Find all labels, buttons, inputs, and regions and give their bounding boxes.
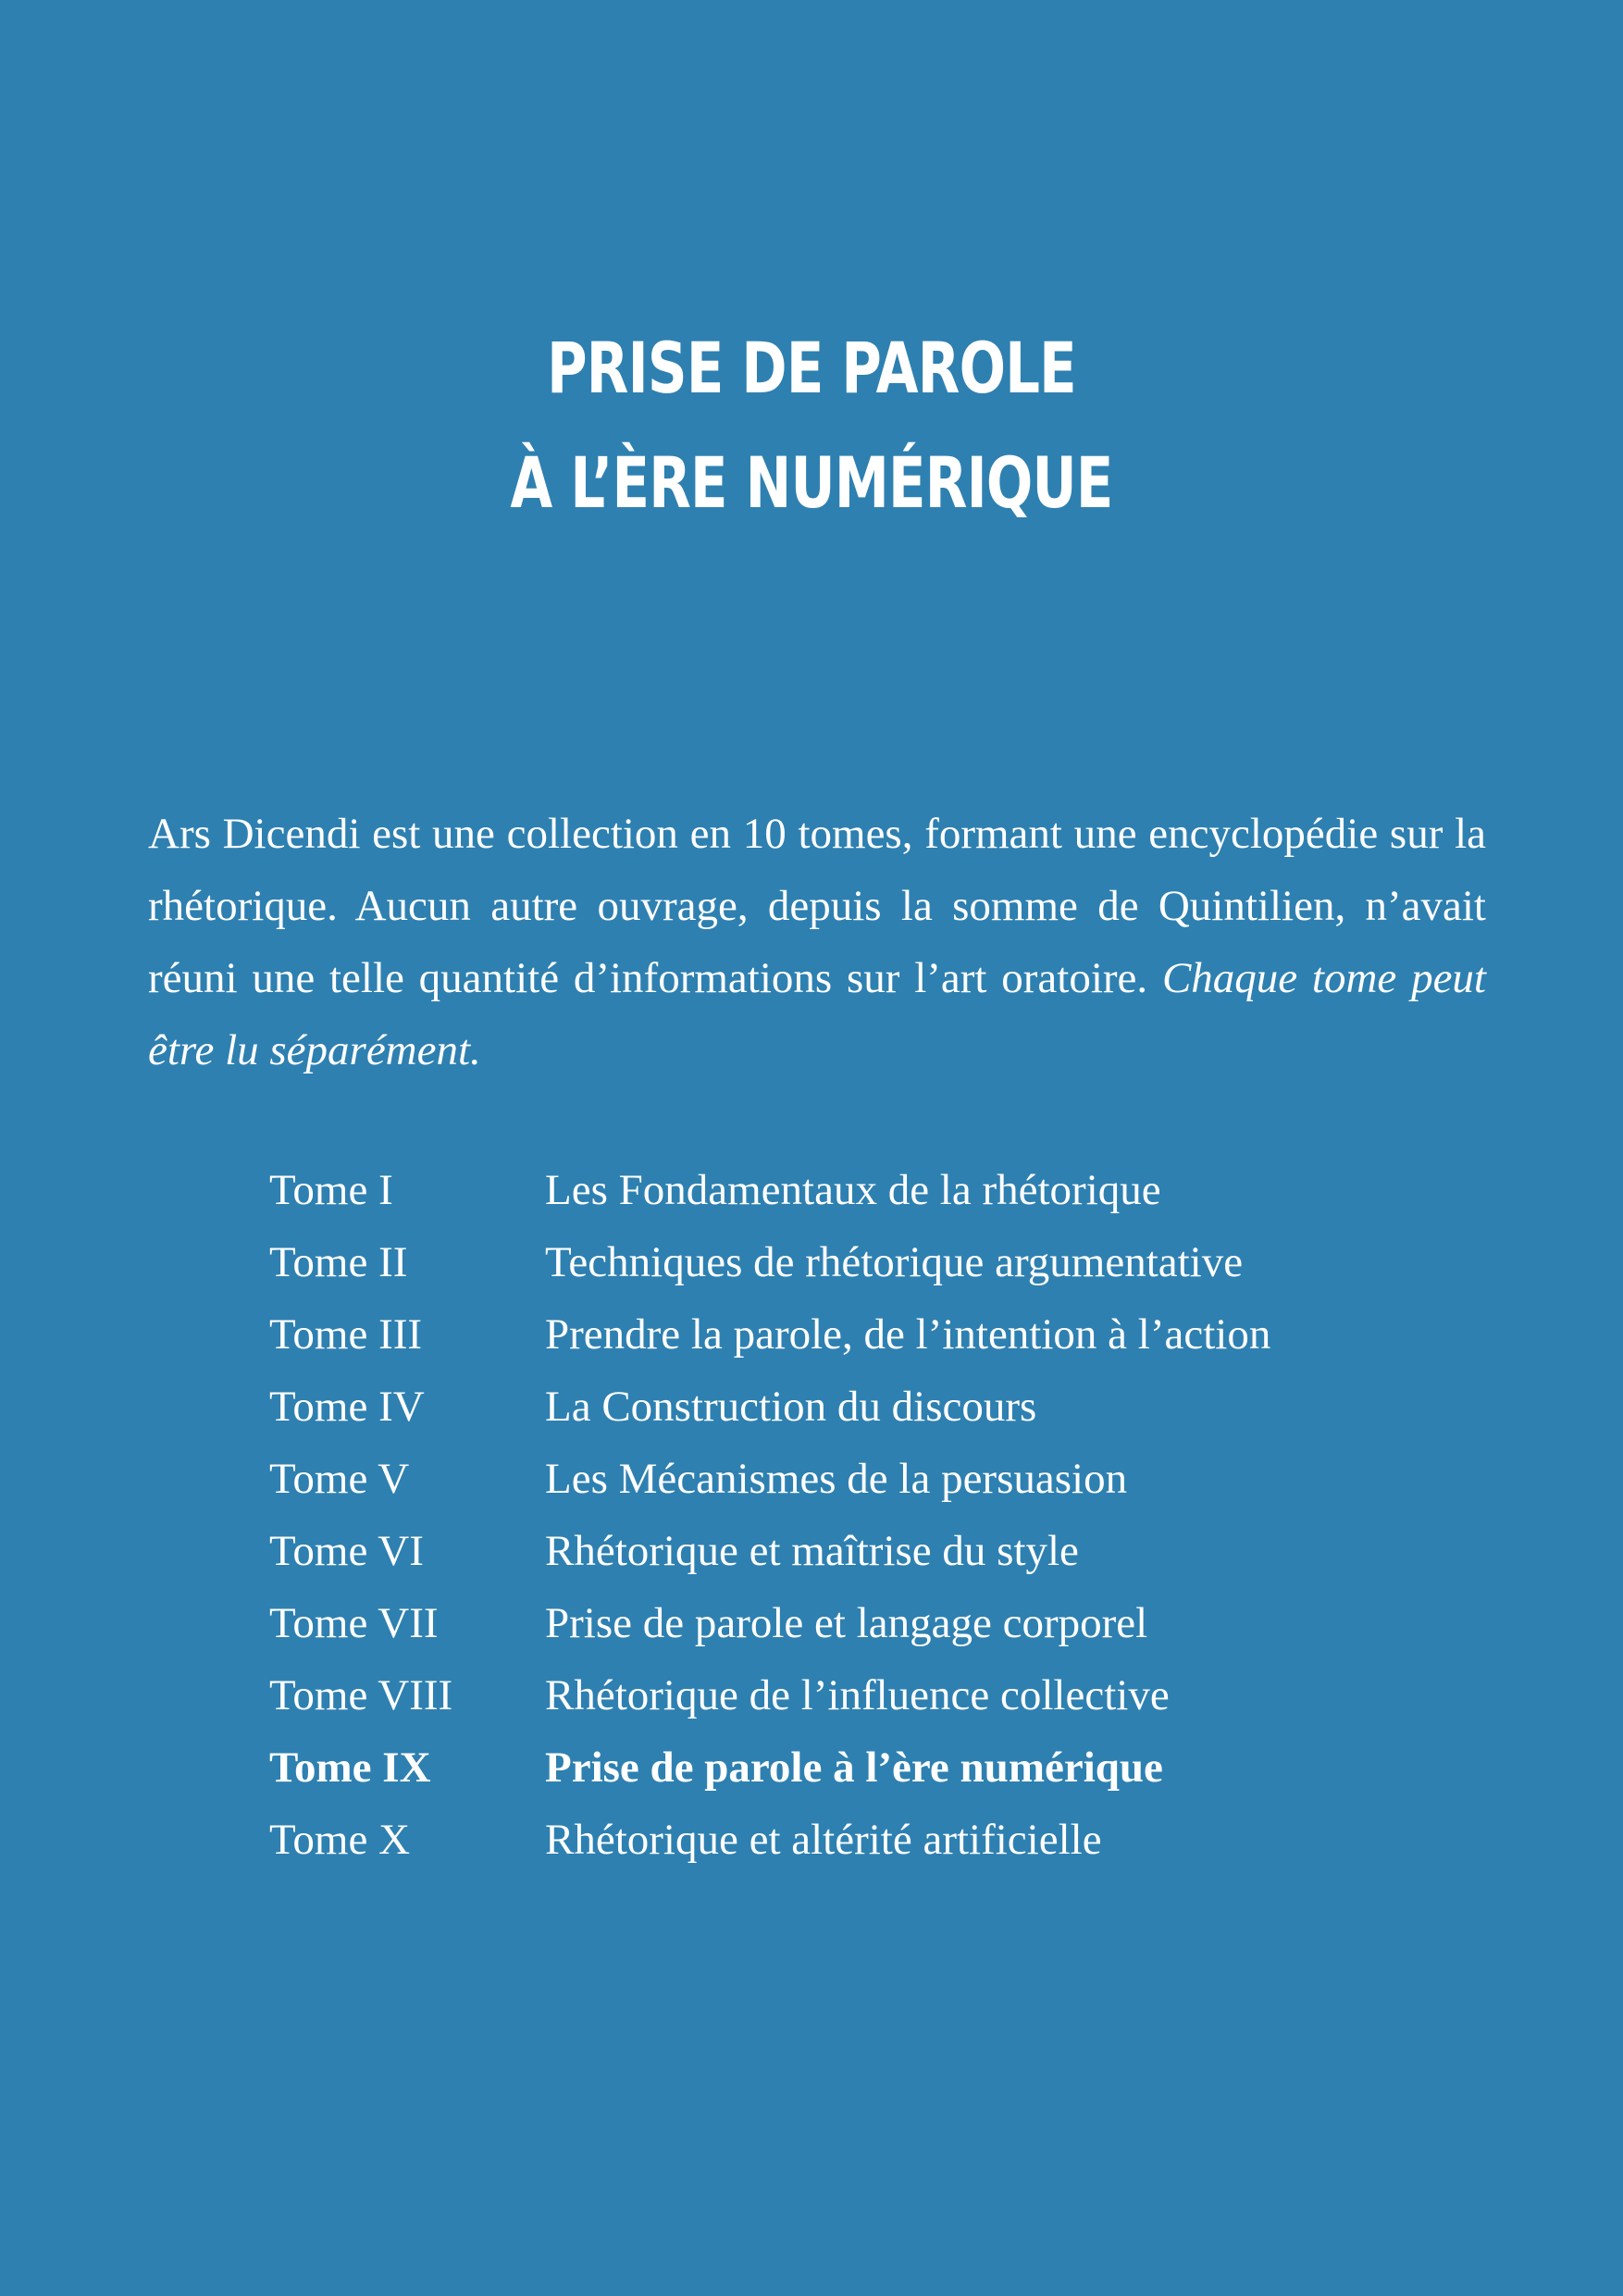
tome-row-5	[269, 1443, 1472, 1515]
tome-row-8	[269, 1659, 1472, 1731]
collection-description-emphasis: Chaque tome peut être lu séparément.	[148, 954, 1486, 1074]
tome-row-3	[269, 1298, 1472, 1371]
tome-number: Tome V	[269, 1455, 410, 1503]
tome-title: Prise de parole à l’ère numérique	[545, 1744, 1163, 1792]
collection-description	[148, 798, 1486, 1086]
book-title	[0, 311, 1623, 540]
tome-row-6	[269, 1515, 1472, 1587]
tome-number: Tome VI	[269, 1527, 424, 1575]
tome-title: Rhétorique et altérité artificielle	[545, 1816, 1102, 1864]
tome-number: Tome IV	[269, 1383, 425, 1431]
tome-number: Tome VII	[269, 1599, 439, 1647]
book-title-line-1: PRISE DE PAROLE	[547, 326, 1076, 409]
tome-title: Rhétorique et maîtrise du style	[545, 1527, 1079, 1575]
tome-list	[269, 1154, 1472, 1876]
tome-row-2	[269, 1226, 1472, 1298]
tome-number: Tome VIII	[269, 1671, 453, 1719]
tome-title: Prendre la parole, de l’intention à l’action	[545, 1310, 1271, 1359]
tome-title: Les Fondamentaux de la rhétorique	[545, 1166, 1161, 1214]
tome-row-10	[269, 1804, 1472, 1876]
tome-number: Tome X	[269, 1816, 411, 1864]
tome-number: Tome IX	[269, 1744, 431, 1792]
tome-number: Tome III	[269, 1310, 423, 1359]
tome-row-1	[269, 1154, 1472, 1226]
tome-title: La Construction du discours	[545, 1383, 1037, 1431]
tome-row-7	[269, 1587, 1472, 1659]
tome-title: Techniques de rhétorique argumentative	[545, 1238, 1244, 1286]
tome-title: Prise de parole et langage corporel	[545, 1599, 1148, 1647]
book-title-line-2: À L’ÈRE NUMÉRIQUE	[510, 441, 1113, 524]
tome-row-4	[269, 1371, 1472, 1443]
tome-title: Rhétorique de l’influence collective	[545, 1671, 1170, 1719]
tome-number: Tome I	[269, 1166, 393, 1214]
tome-row-current	[269, 1731, 1472, 1804]
collection-description-text: Ars Dicendi est une collection en 10 tomes, formant une encyclopédie sur la rhétorique. Aucun autre ouvrage, depuis la somme de Quintilien, n’avait réuni une telle quantité d’informations sur l’art oratoire.	[148, 810, 1486, 1002]
tome-title: Les Mécanismes de la persuasion	[545, 1455, 1128, 1503]
tome-number: Tome II	[269, 1238, 408, 1286]
